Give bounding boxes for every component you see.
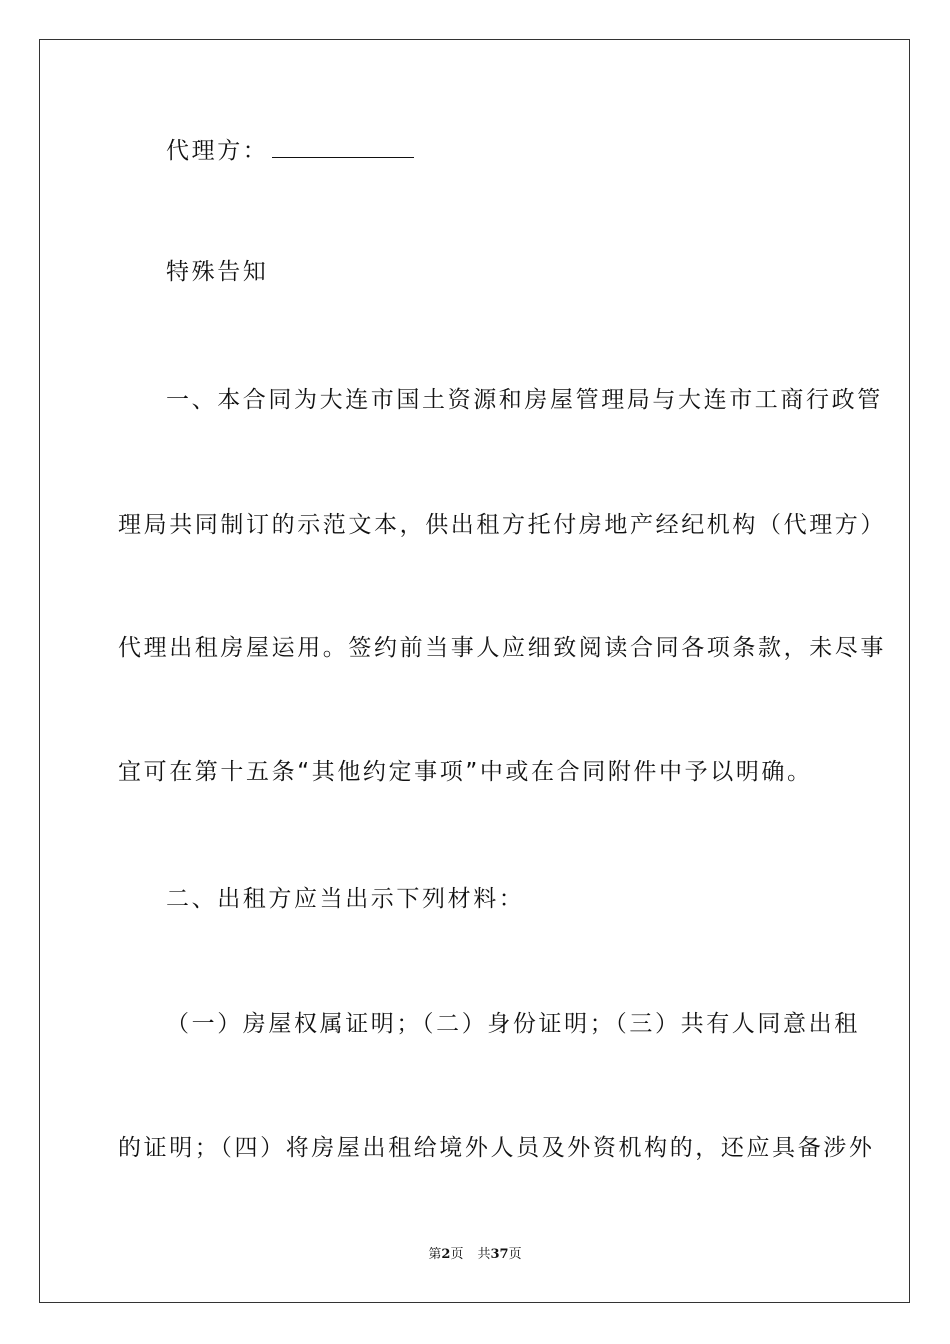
footer-total-suffix: 页 bbox=[508, 1247, 522, 1262]
page-frame bbox=[39, 39, 910, 1303]
paragraph-line-7: 的证明；（四）将房屋出租给境外人员及外资机构的，还应具备涉外 bbox=[118, 1135, 875, 1161]
agent-label: 代理方： bbox=[166, 138, 269, 164]
paragraph-line-2: 理局共同制订的示范文本，供出租方托付房地产经纪机构（代理方） bbox=[118, 512, 886, 538]
paragraph-line-3: 代理出租房屋运用。签约前当事人应细致阅读合同各项条款，未尽事 bbox=[118, 635, 886, 661]
agent-line bbox=[166, 136, 838, 166]
agent-blank-field[interactable] bbox=[272, 137, 414, 158]
page-footer bbox=[0, 1246, 950, 1264]
footer-page-number: 2 bbox=[441, 1247, 451, 1262]
paragraph-line-4: 宜可在第十五条“其他约定事项”中或在合同附件中予以明确。 bbox=[118, 759, 813, 785]
footer-total-prefix: 共 bbox=[477, 1247, 491, 1262]
footer-page-prefix: 第 bbox=[428, 1247, 442, 1262]
paragraph-line-1: 一、本合同为大连市国土资源和房屋管理局与大连市工商行政管 bbox=[166, 387, 883, 413]
footer-total-pages: 37 bbox=[490, 1247, 509, 1262]
footer-page-suffix: 页 bbox=[450, 1247, 464, 1262]
paragraph-line-6: （一）房屋权属证明；（二）身份证明；（三）共有人同意出租 bbox=[166, 1011, 860, 1037]
section-heading: 特殊告知 bbox=[166, 259, 269, 285]
paragraph-line-5: 二、出租方应当出示下列材料： bbox=[166, 886, 525, 912]
